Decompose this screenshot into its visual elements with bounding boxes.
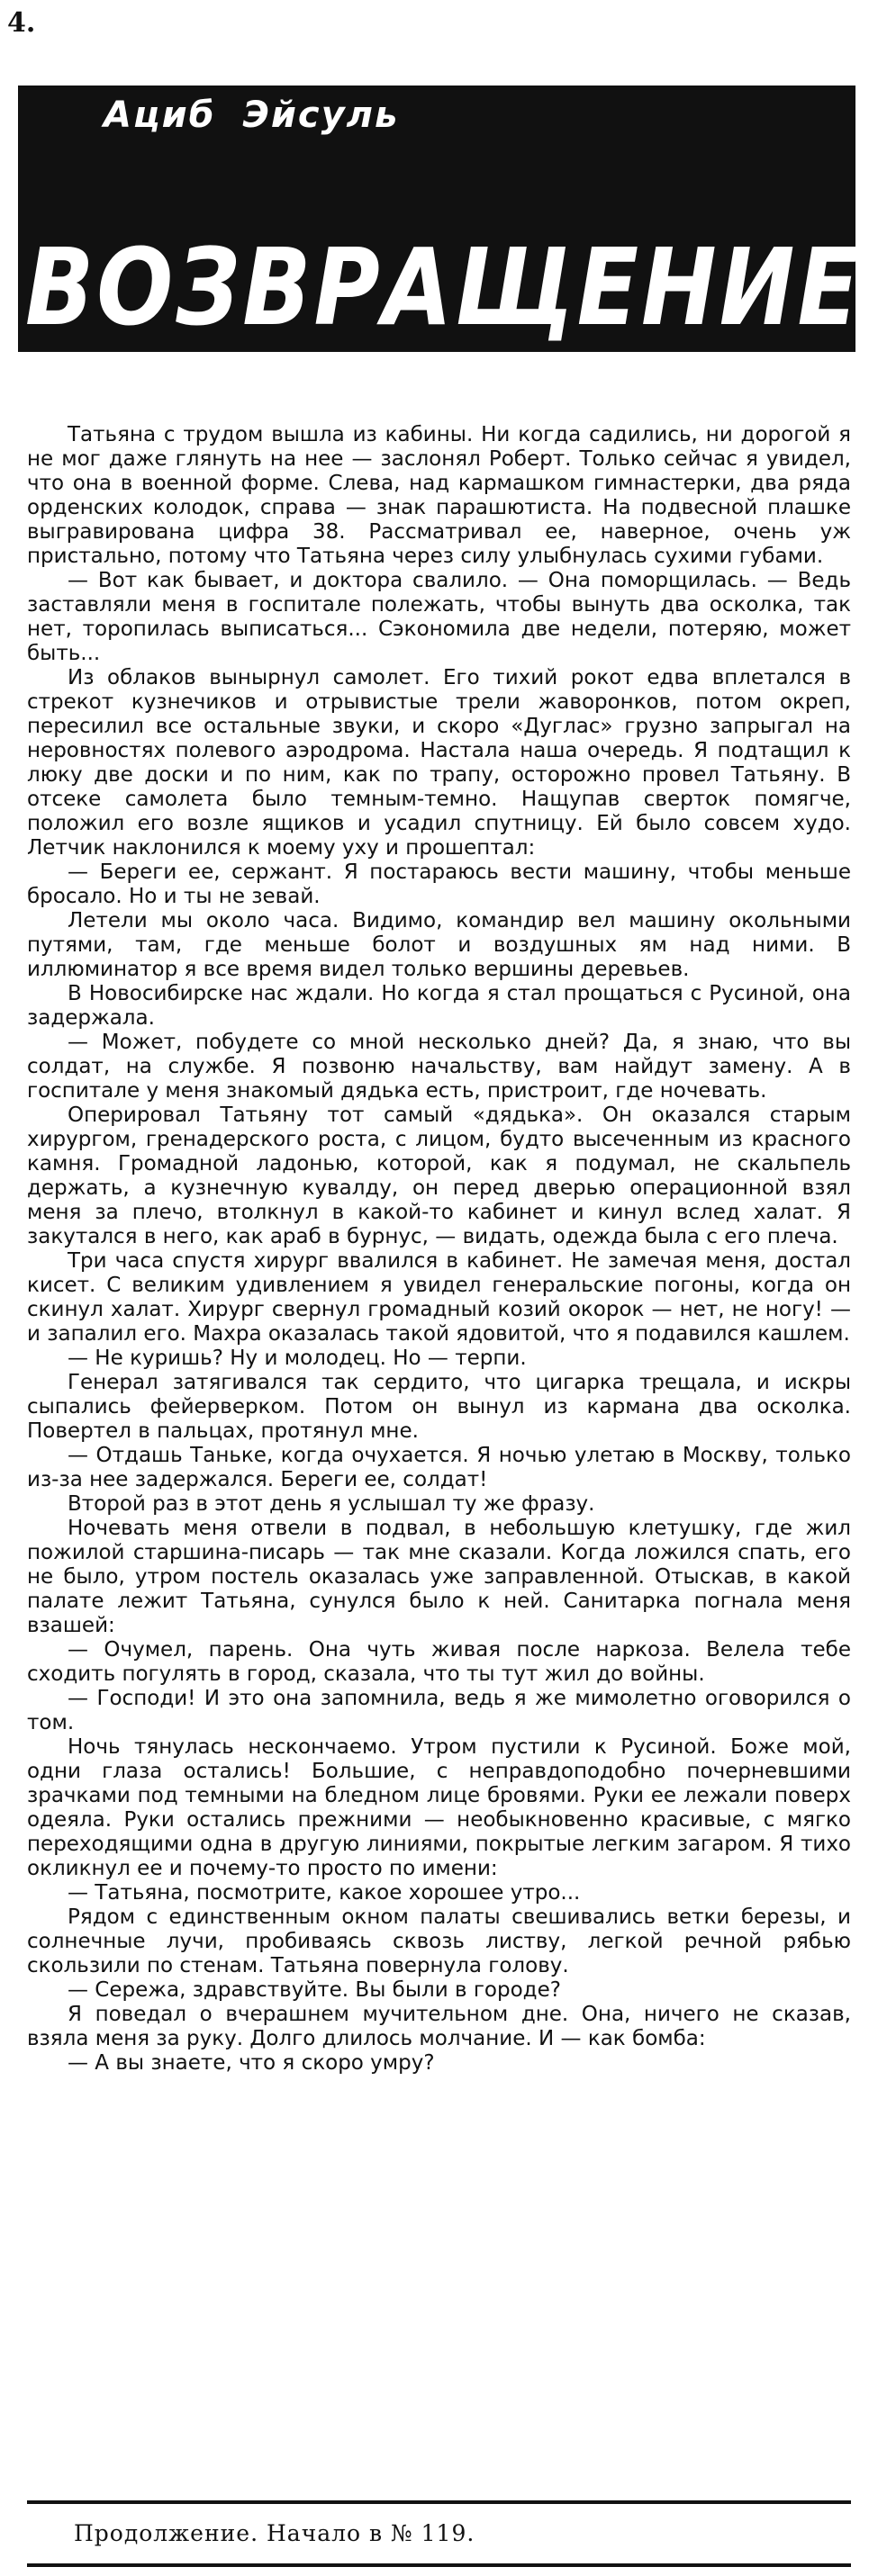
author-name: Ациб Эйсуль	[104, 95, 400, 136]
paragraph: Оперировал Татьяну тот самый «дядька». Он оказался старым хирургом, гренадерского роста, с лицом, будто высеченным из красного камня. Громадной ладонью, которой, как я подумал, не скальпель держать, а кузнечную кувалду, он перед дверью операционной взял меня за плечо, втолкнул в какой-то кабинет и кинул вслед халат. Я закутался в него, как араб в бурнус, — видать, одежда была с его плеча.	[27, 1103, 851, 1248]
paragraph: — Господи! И это она запомнила, ведь я же мимолетно оговорился о том.	[27, 1687, 851, 1734]
bottom-divider	[27, 2563, 851, 2567]
paragraph: Рядом с единственным окном палаты свешивались ветки березы, и солнечные лучи, пробиваясь сквозь листву, легкой речной рябью скользили по стенам. Татьяна повернула голову.	[27, 1905, 851, 1977]
article-header	[18, 86, 862, 352]
article-title: ВОЗВРАЩЕНИЕ	[25, 225, 862, 350]
paragraph: Из облаков вынырнул самолет. Его тихий рокот едва вплетался в стрекот кузнечиков и отрывистые трели жаворонков, потом окреп, пересилил все остальные звуки, и скоро «Дуглас» грузно запрыгал на неровностях полевого аэродрома. Настала наша очередь. Я подтащил к люку две доски и по ним, как по трапу, осторожно провел Татьяну. В отсеке самолета было темным-темно. Нащупав сверток помягче, положил его возле ящиков и усадил спутницу. Ей было совсем худо. Летчик наклонился к моему уху и прошептал:	[27, 666, 851, 860]
paragraph: — А вы знаете, что я скоро умру?	[68, 2051, 435, 2075]
continuation-note: Продолжение. Начало в № 119.	[74, 2520, 475, 2546]
paragraph: — Береги ее, сержант. Я постараюсь вести машину, чтобы меньше бросало. Но и ты не зевай.	[27, 860, 851, 908]
paragraph: — Может, побудете со мной несколько дней? Да, я знаю, что вы солдат, на службе. Я позвоню начальству, вам найдут замену. А в госпитале у меня знакомый дядька есть, пристроит, где ночевать.	[27, 1031, 851, 1103]
paragraph: — Татьяна, посмотрите, какое хорошее утро...	[68, 1881, 581, 1905]
paragraph: Генерал затягивался так сердито, что цигарка трещала, и искры сыпались фейерверком. Потом он вынул из кармана два осколка. Повертел в пальцах, протянул мне.	[27, 1371, 851, 1443]
paragraph: Три часа спустя хирург ввалился в кабинет. Не замечая меня, достал кисет. С великим удивлением я увидел генеральские погоны, когда он скинул халат. Хирург свернул громадный козий окорок — нет, не ногу! — и запалил его. Махра оказалась такой ядовитой, что я подавился кашлем.	[27, 1249, 851, 1346]
paragraph: В Новосибирске нас ждали. Но когда я стал прощаться с Русиной, она задержала.	[27, 982, 851, 1030]
paragraph: Я поведал о вчерашнем мучительном дне. Она, ничего не сказав, взяла меня за руку. Долго длилось молчание. И — как бомба:	[27, 2003, 851, 2050]
page-number: 4.	[7, 7, 36, 39]
paragraph: — Отдашь Таньке, когда очухается. Я ночью улетаю в Москву, только из-за нее задержался. Береги ее, солдат!	[27, 1444, 851, 1491]
paragraph: Ночевать меня отвели в подвал, в небольшую клетушку, где жил пожилой старшина-писарь — так мне сказали. Когда ложился спать, его не было, утром постель оказалась уже заправленной. Отыскав, в какой палате лежит Татьяна, сунулся было к ней. Санитарка погнала меня взашей:	[27, 1517, 851, 1637]
paragraph: — Сережа, здравствуйте. Вы были в городе?	[68, 1978, 561, 2002]
paragraph: — Вот как бывает, и доктора свалило. — Она поморщилась. — Ведь заставляли меня в госпитале полежать, чтобы вынуть два осколка, так нет, торопилась выписаться... Сэкономила две недели, потеряю, может быть...	[27, 569, 851, 665]
paragraph: Татьяна с трудом вышла из кабины. Ни когда садились, ни дорогой я не мог даже глянуть на нее — заслонял Роберт. Только сейчас я увидел, что она в военной форме. Слева, над кармашком гимнастерки, два ряда орденских колодок, справа — знак парашютиста. На подвесной плашке выгравирована цифра 38. Рассматривал ее, наверное, очень уж пристально, потому что Татьяна через силу улыбнулась сухими губами.	[27, 423, 851, 568]
paragraph: Летели мы около часа. Видимо, командир вел машину окольными путями, там, где меньше болот и воздушных ям над ними. В иллюминатор я все время видел только вершины деревьев.	[27, 909, 851, 981]
footer-divider	[27, 2500, 851, 2504]
paragraph: — Не куришь? Ну и молодец. Но — терпи.	[68, 1347, 527, 1370]
paragraph: Второй раз в этот день я услышал ту же фразу.	[68, 1492, 595, 1516]
paragraph: Ночь тянулась нескончаемо. Утром пустили к Русиной. Боже мой, одни глаза остались! Большие, с неправдоподобно почерневшими зрачками под темными на бледном лице бровями. Руки ее лежали поверх одеяла. Руки остались прежними — необыкновенно красивые, с мягко переходящими одна в другую линиями, покрытые легким загаром. Я тихо окликнул ее и почему-то просто по имени:	[27, 1735, 851, 1880]
article-body	[27, 423, 851, 2076]
paragraph: — Очумел, парень. Она чуть живая после наркоза. Велела тебе сходить погулять в город, сказала, что ты тут жил до войны.	[27, 1638, 851, 1686]
